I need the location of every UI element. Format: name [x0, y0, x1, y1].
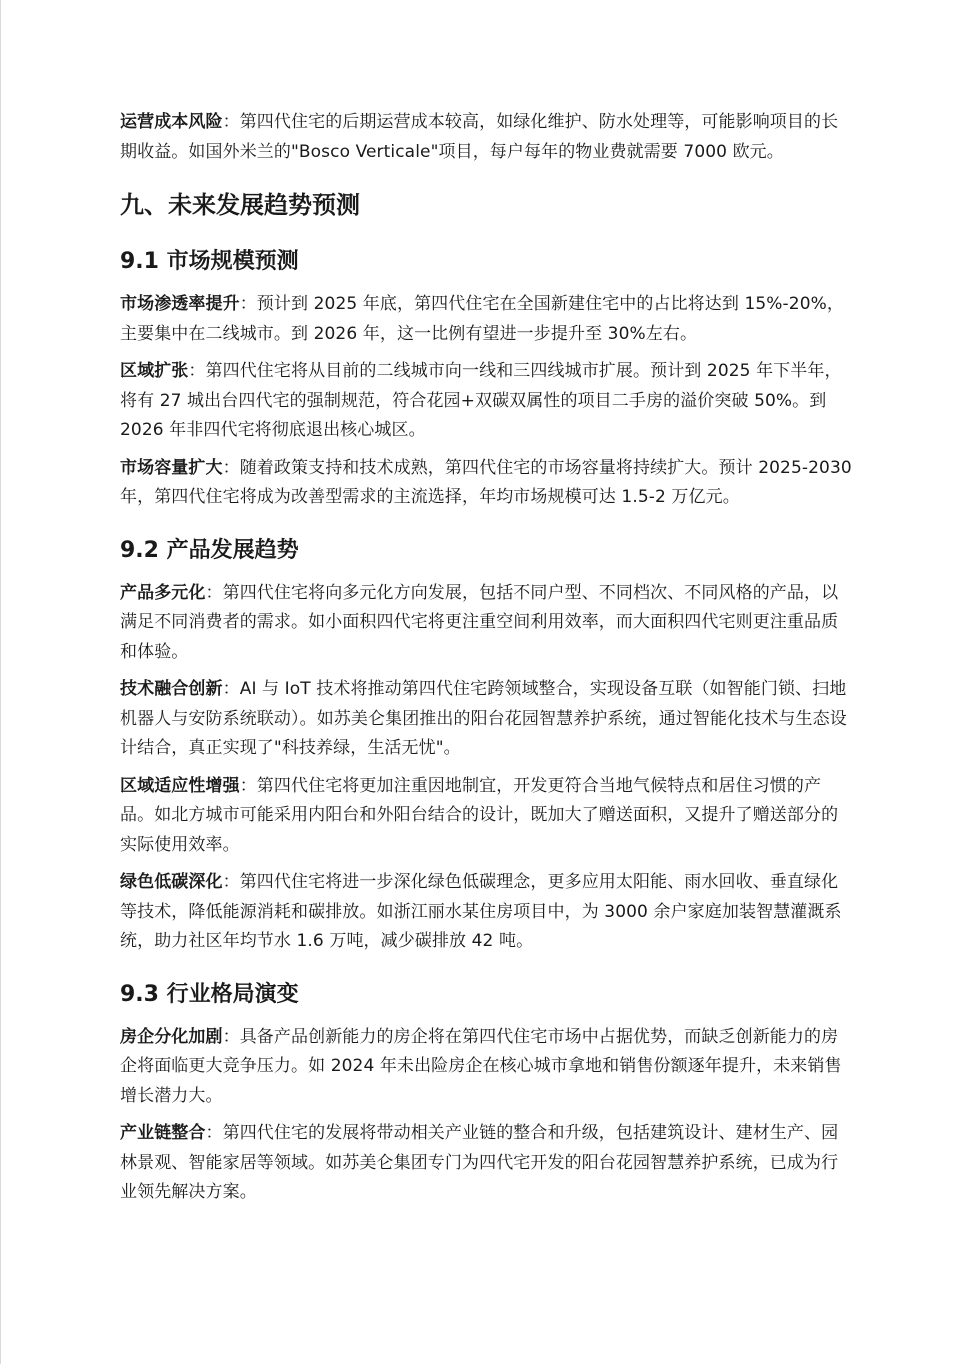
paragraph-term: 房企分化加剧 [120, 1026, 223, 1047]
paragraph-tech-integration [120, 675, 855, 764]
paragraph-operating-cost-risk [120, 108, 855, 167]
paragraph-industry-chain [120, 1119, 855, 1208]
paragraph-text: ：第四代住宅将更加注重因地制宜，开发更符合当地气候特点和居住习惯的产品。如北方城市可能采用内阳台和外阳台结合的设计，既加大了赠送面积，又提升了赠送部分的实际使用效率。 [120, 775, 839, 855]
paragraph-text: ：第四代住宅将从目前的二线城市向一线和三四线城市扩展。预计到 2025 年下半年，将有 27 城出台四代宅的强制规范，符合花园+双碳双属性的项目二手房的溢价突破 50%。到 2026 年非四代宅将彻底退出核心城区。 [120, 361, 842, 440]
paragraph-text: ：第四代住宅将向多元化方向发展，包括不同户型、不同档次、不同风格的产品，以满足不同消费者的需求。如小面积四代宅将更注重空间利用效率，而大面积四代宅则更注重品质和体验。 [120, 582, 839, 662]
paragraph-term: 技术融合创新 [120, 679, 223, 699]
paragraph-text: ：第四代住宅将进一步深化绿色低碳理念，更多应用太阳能、雨水回收、垂直绿化等技术，降低能源消耗和碳排放。如浙江丽水某住房项目中，为 3000 余户家庭加装智慧灌溉系统，助力社区年均节水 1.6 万吨，减少碳排放 42 吨。 [120, 872, 842, 951]
paragraph-term: 区域适应性增强 [120, 775, 240, 796]
paragraph-market-capacity [120, 454, 855, 513]
paragraph-text: ：第四代住宅的后期运营成本较高，如绿化维护、防水处理等，可能影响项目的长期收益。如国外米兰的"Bosco Verticale"项目，每户每年的物业费就需要 7000 欧元。 [120, 112, 839, 162]
paragraph-term: 区域扩张 [120, 361, 189, 381]
paragraph-text: ：第四代住宅的发展将带动相关产业链的整合和升级，包括建筑设计、建材生产、园林景观、智能家居等领域。如苏美仑集团专门为四代宅开发的阳台花园智慧养护系统，已成为行业领先解决方案。 [120, 1123, 839, 1202]
subsection-heading-9-2: 9.2 产品发展趋势 [120, 537, 299, 563]
paragraph-text: ：具备产品创新能力的房企将在第四代住宅市场中占据优势，而缺乏创新能力的房企将面临更大竞争压力。如 2024 年未出险房企在核心城市拿地和销售份额逐年提升，未来销售增长潜力大。 [120, 1026, 842, 1106]
paragraph-term: 运营成本风险 [120, 112, 223, 132]
paragraph-regional-adaptability [120, 772, 855, 861]
paragraph-product-diversification [120, 579, 855, 668]
subsection-heading-9-1: 9.1 市场规模预测 [120, 249, 299, 274]
paragraph-text: ：AI 与 IoT 技术将推动第四代住宅跨领域整合，实现设备互联（如智能门锁、扫地机器人与安防系统联动）。如苏美仑集团推出的阳台花园智慧养护系统，通过智能化技术与生态设计结合，真正实现了"科技养绿，生活无忧"。 [120, 679, 847, 758]
paragraph-developer-divergence [120, 1023, 855, 1112]
paragraph-term: 产品多元化 [120, 582, 206, 603]
document-body [120, 108, 855, 1216]
section-heading-9: 九、未来发展趋势预测 [120, 191, 360, 219]
paragraph-term: 市场容量扩大 [120, 457, 223, 478]
paragraph-text: ：随着政策支持和技术成熟，第四代住宅的市场容量将持续扩大。预计 2025-2030 年，第四代住宅将成为改善型需求的主流选择，年均市场规模可达 1.5-2 万亿元。 [120, 457, 852, 507]
paragraph-text: ：预计到 2025 年底，第四代住宅在全国新建住宅中的占比将达到 15%-20%，主要集中在二线城市。到 2026 年，这一比例有望进一步提升至 30%左右。 [120, 294, 844, 344]
paragraph-term: 市场渗透率提升 [120, 294, 240, 314]
paragraph-green-low-carbon [120, 868, 855, 957]
paragraph-term: 绿色低碳深化 [120, 872, 223, 892]
paragraph-market-penetration [120, 290, 855, 349]
subsection-heading-9-3: 9.3 行业格局演变 [120, 981, 299, 1007]
paragraph-term: 产业链整合 [120, 1123, 206, 1143]
paragraph-regional-expansion [120, 357, 855, 446]
